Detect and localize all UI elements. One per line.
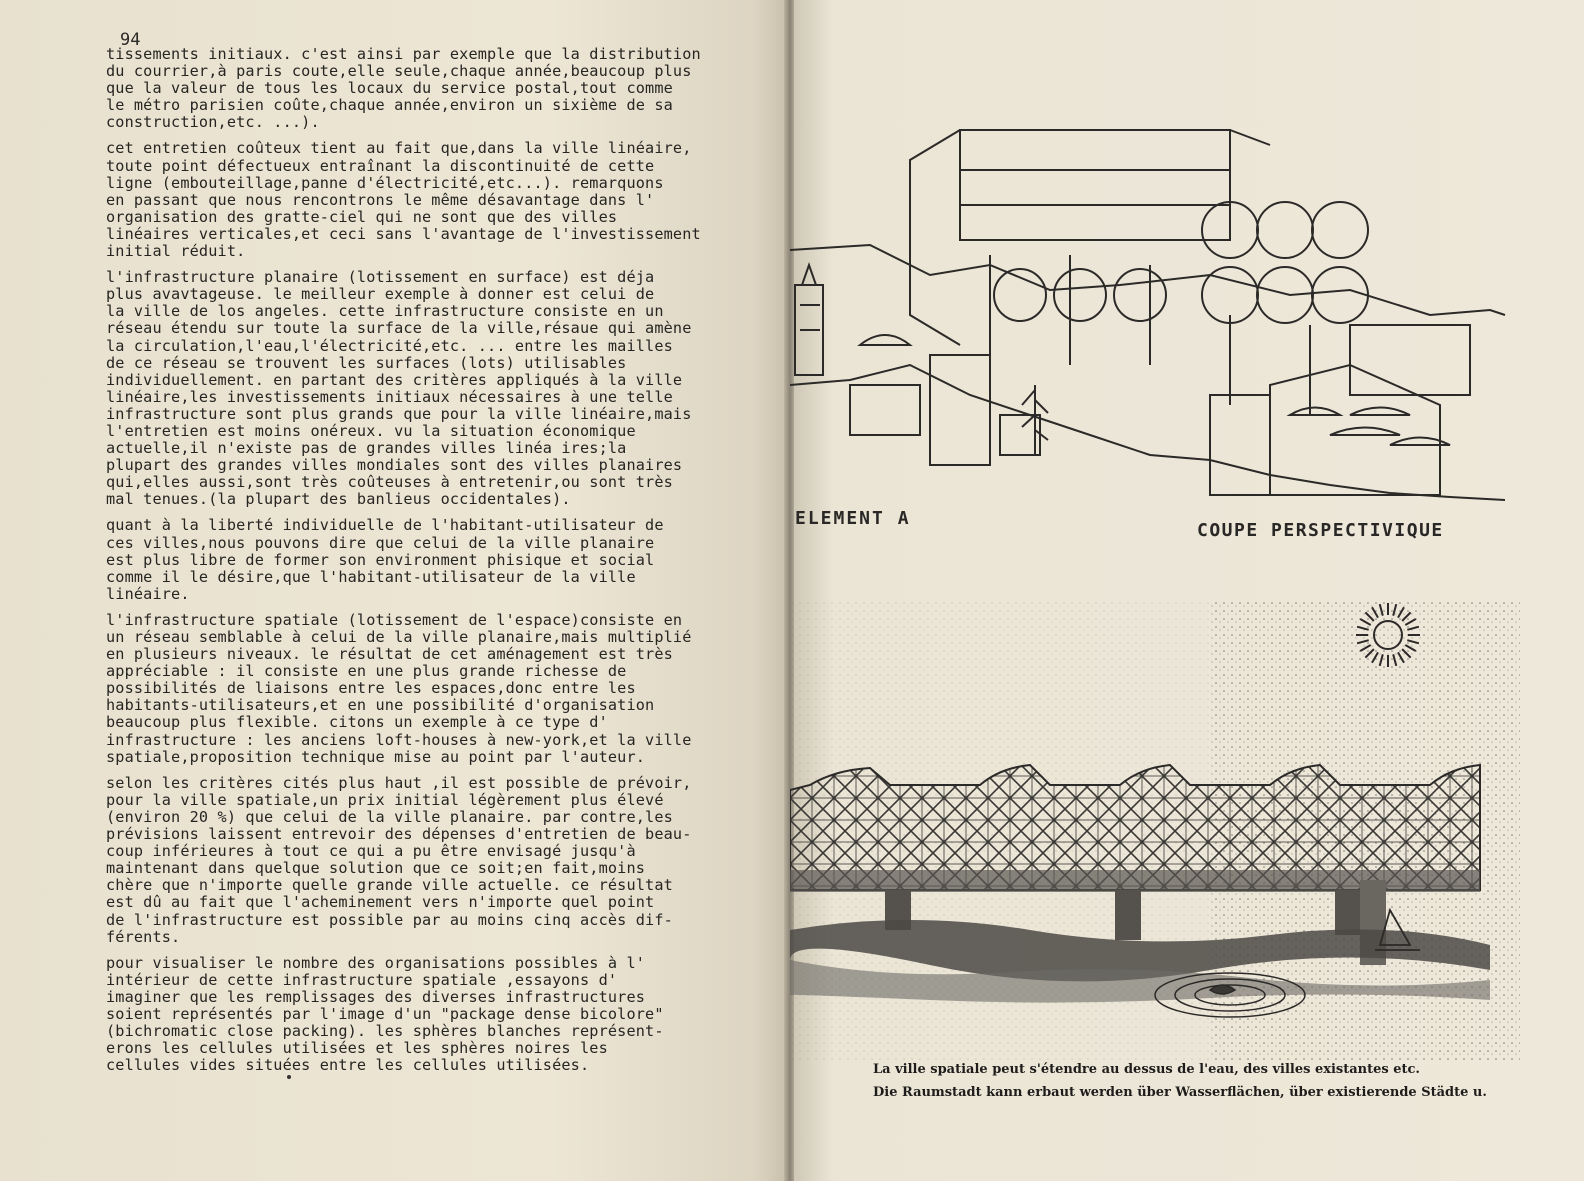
- text-line: de l'infrastructure est possible par au moins cinq accès dif-: [106, 910, 673, 929]
- caption-german: Die Raumstadt kann erbaut werden über Wasserflächen, über existierende Städte u.: [873, 1085, 1487, 1100]
- text-line: l'entretien est moins onéreux. vu la situation économique: [106, 421, 636, 440]
- text-line: ces villes,nous pouvons dire que celui de la ville planaire: [106, 533, 655, 552]
- paragraph: [106, 517, 758, 602]
- text-line: selon les critères cités plus haut ,il est possible de prévoir,: [106, 773, 692, 792]
- text-line: habitants-utilisateurs,et en une possibilité d'organisation: [106, 696, 655, 715]
- caption-french: La ville spatiale peut s'étendre au dessus de l'eau, des villes existantes etc.: [873, 1062, 1420, 1077]
- text-line: cet entretien coûteux tient au fait que,dans la ville linéaire,: [106, 139, 692, 158]
- text-line: du courrier,à paris coute,elle seule,chaque année,beaucoup plus: [106, 62, 692, 81]
- text-line: l'infrastructure planaire (lotissement en surface) est déja: [106, 268, 655, 287]
- text-line: (environ 20 %) que celui de la ville planaire. par contre,les: [106, 807, 673, 826]
- text-line: soient représentés par l'image d'un "package dense bicolore": [106, 1004, 664, 1023]
- paragraph: [106, 46, 758, 131]
- text-line: construction,etc. ...).: [106, 113, 320, 132]
- spatial-city-over-water-drawing: [790, 600, 1520, 1100]
- text-line: qui,elles aussi,sont très coûteuses à entretenir,ou sont très: [106, 473, 673, 492]
- text-line: pour visualiser le nombre des organisations possibles à l': [106, 953, 646, 972]
- left-page: [0, 0, 786, 1181]
- text-line: est dû au fait que l'acheminement vers n'importe quel point: [106, 893, 655, 912]
- ink-dot: [287, 1075, 291, 1079]
- text-line: férents.: [106, 927, 181, 946]
- text-line: l'infrastructure spatiale (lotissement de l'espace)consiste en: [106, 610, 683, 629]
- text-line: intérieur de cette infrastructure spatiale ,essayons d': [106, 970, 618, 989]
- text-line: en passant que nous rencontrons le même désavantage dans l': [106, 190, 655, 209]
- text-line: linéaire.: [106, 584, 190, 603]
- text-line: chère que n'importe quelle grande ville actuelle. ce résultat: [106, 876, 673, 895]
- text-line: est plus libre de former son environment phisique et social: [106, 550, 655, 569]
- text-line: beaucoup plus flexible. citons un exemple à ce type d': [106, 713, 608, 732]
- text-line: infrastructure sont plus grands que pour la ville linéaire,mais: [106, 404, 692, 423]
- text-line: possibilités de liaisons entre les espaces,donc entre les: [106, 679, 636, 698]
- text-line: ligne (embouteillage,panne d'électricité,etc...). remarquons: [106, 173, 664, 192]
- text-line: toute point défectueux entraînant la discontinuité de cette: [106, 156, 655, 175]
- text-line: pour la ville spatiale,un prix initial légèrement plus élevé: [106, 790, 664, 809]
- caption-coupe-perspectivique: COUPE PERSPECTIVIQUE: [1197, 520, 1444, 541]
- text-line: erons les cellules utilisées et les sphères noires les: [106, 1039, 608, 1058]
- text-line: (bichromatic close packing). les sphères blanches représent-: [106, 1022, 664, 1041]
- text-line: maintenant dans quelque solution que ce soit;en fait,moins: [106, 859, 646, 878]
- text-line: le métro parisien coûte,chaque année,environ un sixième de sa: [106, 96, 673, 115]
- text-line: en plusieurs niveaux. le résultat de cet aménagement est très: [106, 645, 673, 664]
- text-line: que la valeur de tous les locaux du service postal,tout comme: [106, 79, 673, 98]
- paragraph: [106, 612, 758, 766]
- text-line: appréciable : il consiste en une plus grande richesse de: [106, 662, 627, 681]
- text-line: organisation des gratte-ciel qui ne sont que des villes: [106, 207, 618, 226]
- text-line: réseau étendu sur toute la surface de la ville,résaue qui amène: [106, 319, 692, 338]
- text-line: mal tenues.(la plupart des banlieus occidentales).: [106, 490, 571, 509]
- caption-element-a: ELEMENT A: [795, 508, 911, 529]
- text-line: tissements initiaux. c'est ainsi par exemple que la distribution: [106, 45, 701, 63]
- text-line: spatiale,proposition technique mise au point par l'auteur.: [106, 747, 646, 766]
- text-line: prévisions laissent entrevoir des dépenses d'entretien de beau-: [106, 825, 692, 844]
- typewritten-text: [106, 46, 758, 1083]
- text-line: quant à la liberté individuelle de l'habitant-utilisateur de: [106, 516, 664, 535]
- text-line: un réseau semblable à celui de la ville planaire,mais multiplié: [106, 628, 692, 646]
- paragraph: [106, 140, 758, 260]
- text-line: coup inférieures à tout ce qui a pu être envisagé jusqu'à: [106, 842, 636, 861]
- perspective-section-drawing: [790, 115, 1510, 505]
- text-line: plupart des grandes villes mondiales sont des villes planaires: [106, 456, 683, 475]
- text-line: linéaires verticales,et ceci sans l'avantage de l'investissement: [106, 224, 701, 243]
- page-number: 94: [120, 30, 141, 50]
- paragraph: [106, 775, 758, 946]
- text-line: cellules vides situées entre les cellules utilisées.: [106, 1056, 590, 1075]
- text-line: la circulation,l'eau,l'électricité,etc. ... entre les mailles: [106, 336, 673, 355]
- paragraph: [106, 269, 758, 508]
- text-line: plus avavtageuse. le meilleur exemple à donner est celui de: [106, 285, 655, 304]
- text-line: actuelle,il n'existe pas de grandes villes linéa ires;la: [106, 439, 627, 458]
- paragraph: [106, 955, 758, 1075]
- text-line: comme il le désire,que l'habitant-utilisateur de la ville: [106, 567, 636, 586]
- text-line: infrastructure : les anciens loft-houses à new-york,et la ville: [106, 730, 692, 749]
- text-line: linéaire,les investissements initiaux nécessaires à une telle: [106, 387, 673, 406]
- text-line: initial réduit.: [106, 242, 246, 261]
- text-line: individuellement. en partant des critères appliqués à la ville: [106, 370, 683, 389]
- text-line: imaginer que les remplissages des diverses infrastructures: [106, 987, 646, 1006]
- text-line: la ville de los angeles. cette infrastructure consiste en un: [106, 302, 664, 321]
- text-line: de ce réseau se trouvent les surfaces (lots) utilisables: [106, 353, 627, 372]
